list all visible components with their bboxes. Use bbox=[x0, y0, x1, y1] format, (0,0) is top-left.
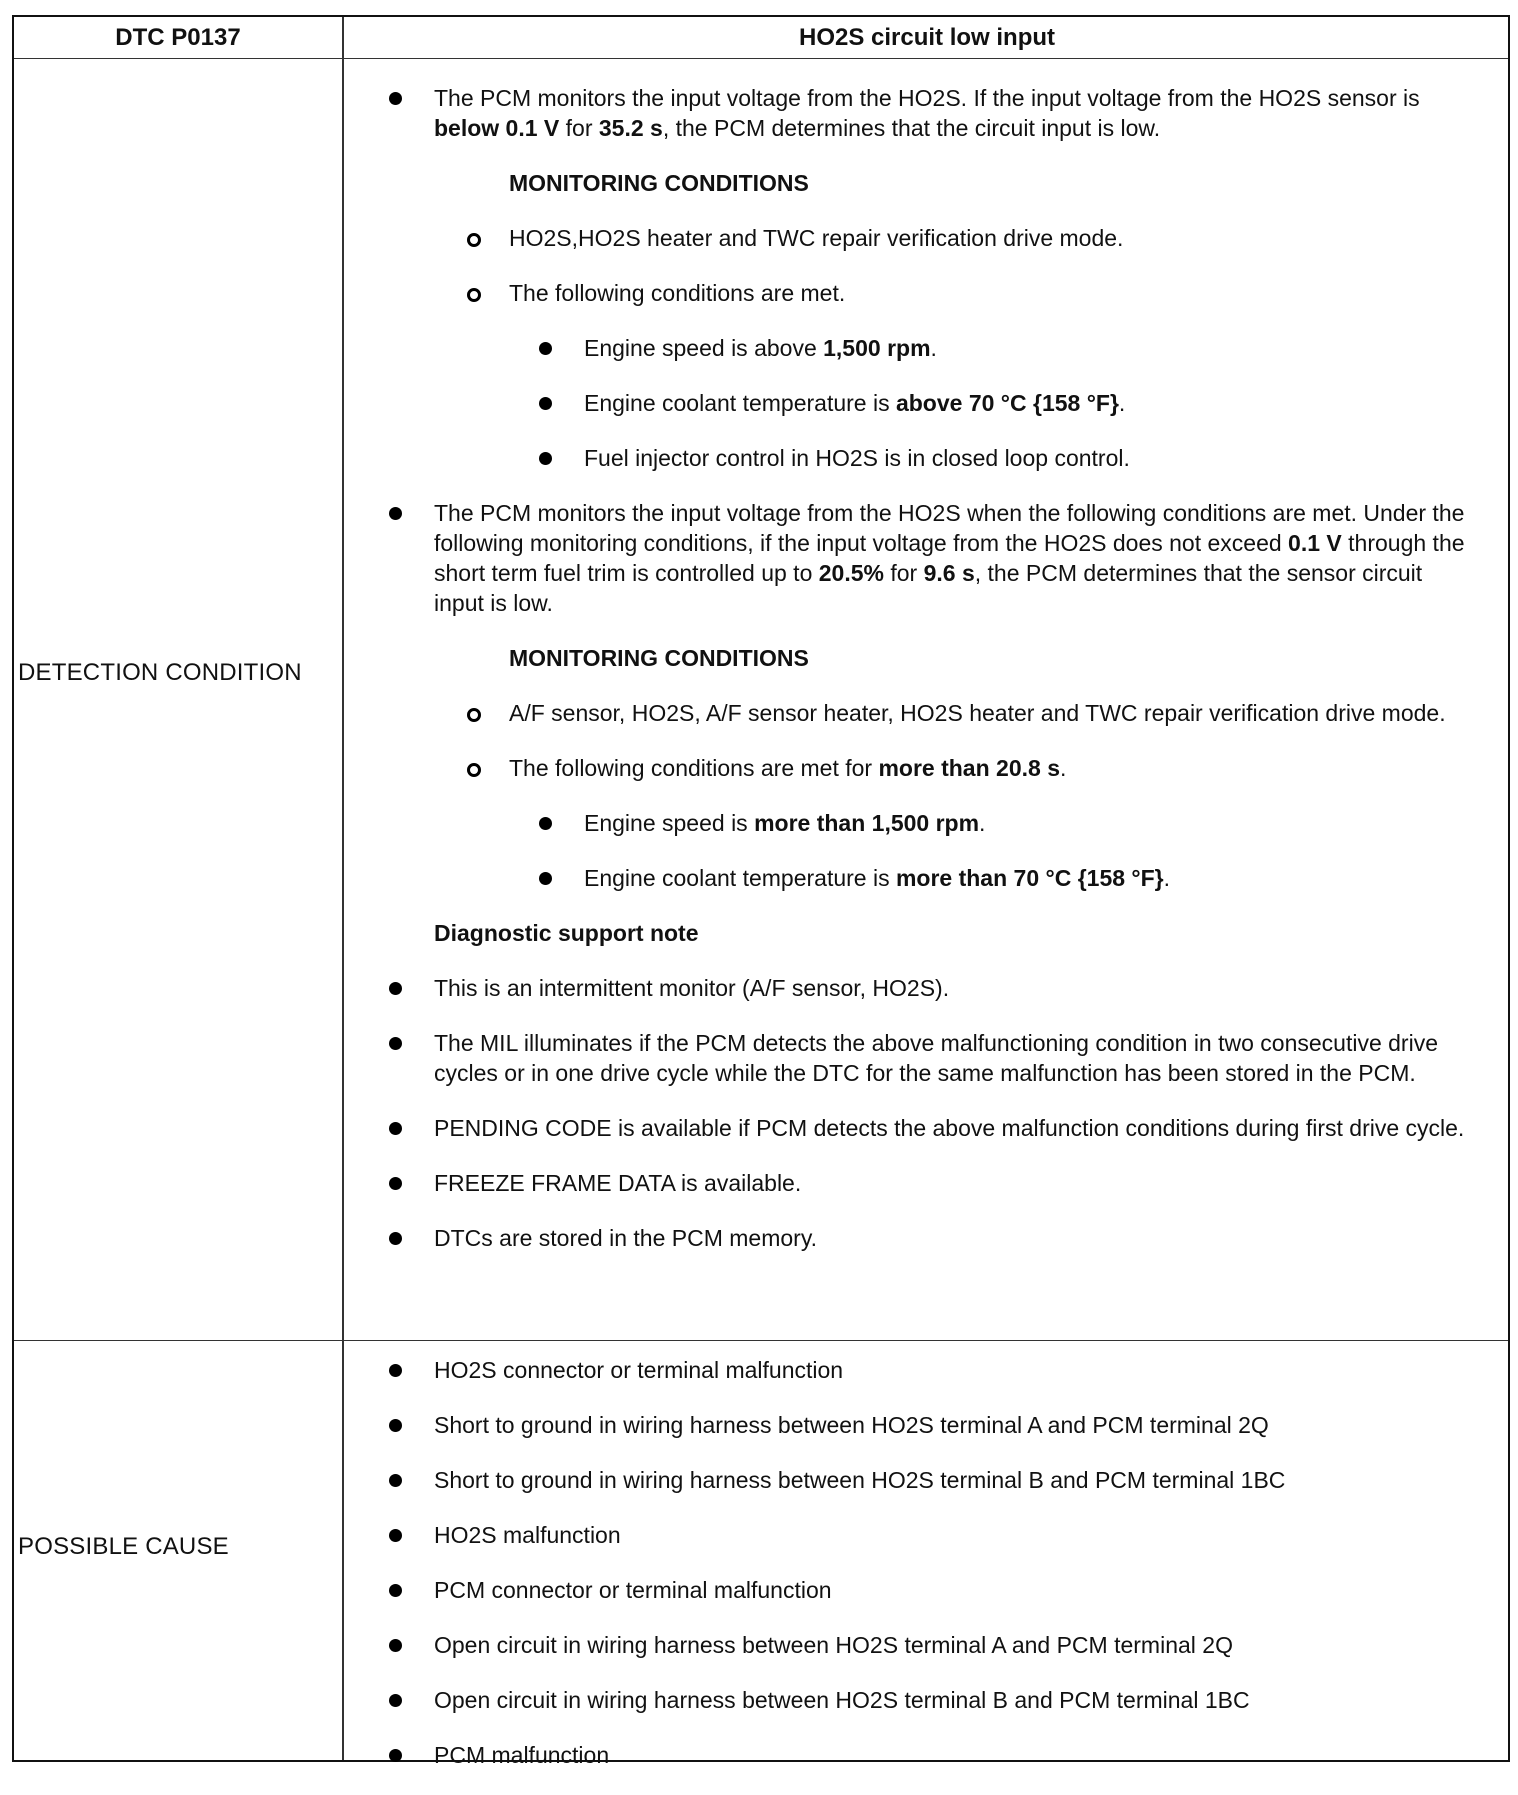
bullet-icon bbox=[389, 1694, 402, 1707]
list-item: PCM malfunction bbox=[398, 1740, 1478, 1770]
bullet-icon bbox=[389, 1232, 402, 1245]
bullet-icon bbox=[389, 1419, 402, 1432]
bullet-icon bbox=[539, 872, 552, 885]
list-item: Open circuit in wiring harness between HO2S terminal A and PCM terminal 2Q bbox=[398, 1630, 1478, 1660]
table-header-row bbox=[14, 17, 1508, 59]
bullet-icon bbox=[539, 342, 552, 355]
list-item: This is an intermittent monitor (A/F sensor, HO2S). bbox=[398, 973, 1478, 1003]
list-item: The following conditions are met for more than 20.8 s. bbox=[473, 753, 1478, 783]
list-item: The following conditions are met. bbox=[473, 278, 1478, 308]
list-item: A/F sensor, HO2S, A/F sensor heater, HO2S heater and TWC repair verification drive mode. bbox=[473, 698, 1478, 728]
ring-bullet-icon bbox=[467, 708, 481, 722]
list-item: Fuel injector control in HO2S is in closed loop control. bbox=[548, 443, 1478, 473]
list-item: Engine speed is more than 1,500 rpm. bbox=[548, 808, 1478, 838]
dtc-title: HO2S circuit low input bbox=[798, 24, 1056, 51]
bullet-icon bbox=[539, 817, 552, 830]
bullet-icon bbox=[389, 1364, 402, 1377]
list-item: PENDING CODE is available if PCM detects the above malfunction conditions during first drive cycle. bbox=[398, 1113, 1478, 1143]
list-item: The PCM monitors the input voltage from the HO2S when the following conditions are met. Under the following monitoring conditions, if the input voltage from the HO2S does not exceed 0.1 V through the short term fuel trim is controlled up to 20.5% for 9.6 s, the PCM determines that the sensor circuit input is low. bbox=[398, 498, 1478, 618]
bullet-icon bbox=[389, 1177, 402, 1190]
bullet-icon bbox=[389, 1584, 402, 1597]
bullet-icon bbox=[539, 452, 552, 465]
bullet-icon bbox=[389, 1529, 402, 1542]
list-item: Open circuit in wiring harness between HO2S terminal B and PCM terminal 1BC bbox=[398, 1685, 1478, 1715]
monitoring-conditions-heading: MONITORING CONDITIONS bbox=[509, 170, 809, 196]
ring-bullet-icon bbox=[467, 763, 481, 777]
diagnostic-note-heading: Diagnostic support note bbox=[434, 920, 699, 946]
list-item: FREEZE FRAME DATA is available. bbox=[398, 1168, 1478, 1198]
detection-row bbox=[14, 59, 1508, 1341]
bullet-icon bbox=[389, 507, 402, 520]
ring-bullet-icon bbox=[467, 288, 481, 302]
list-item: PCM connector or terminal malfunction bbox=[398, 1575, 1478, 1605]
bullet-icon bbox=[389, 982, 402, 995]
list-item: The PCM monitors the input voltage from the HO2S. If the input voltage from the HO2S sensor is below 0.1 V for 35.2 s, the PCM determines that the circuit input is low. bbox=[398, 83, 1478, 143]
possible-cause-row bbox=[14, 1341, 1508, 1768]
list-item: DTCs are stored in the PCM memory. bbox=[398, 1223, 1478, 1253]
bullet-icon bbox=[389, 1122, 402, 1135]
list-item: HO2S,HO2S heater and TWC repair verification drive mode. bbox=[473, 223, 1478, 253]
bullet-icon bbox=[389, 1037, 402, 1050]
detection-content bbox=[398, 83, 1478, 1278]
monitoring-conditions-heading: MONITORING CONDITIONS bbox=[509, 645, 809, 671]
bullet-icon bbox=[389, 1749, 402, 1762]
list-item: Engine coolant temperature is more than 70 °C {158 °F}. bbox=[548, 863, 1478, 893]
list-item: Engine speed is above 1,500 rpm. bbox=[548, 333, 1478, 363]
list-item: Short to ground in wiring harness between HO2S terminal A and PCM terminal 2Q bbox=[398, 1410, 1478, 1440]
dtc-code: DTC P0137 bbox=[115, 24, 241, 51]
bullet-icon bbox=[539, 397, 552, 410]
list-item: Engine coolant temperature is above 70 °C {158 °F}. bbox=[548, 388, 1478, 418]
possible-cause-label: POSSIBLE CAUSE bbox=[18, 1533, 229, 1560]
bullet-icon bbox=[389, 92, 402, 105]
list-item: HO2S connector or terminal malfunction bbox=[398, 1355, 1478, 1385]
dtc-table bbox=[12, 15, 1510, 1768]
list-item: Short to ground in wiring harness between HO2S terminal B and PCM terminal 1BC bbox=[398, 1465, 1478, 1495]
possible-cause-content bbox=[398, 1355, 1478, 1795]
ring-bullet-icon bbox=[467, 233, 481, 247]
list-item: HO2S malfunction bbox=[398, 1520, 1478, 1550]
bullet-icon bbox=[389, 1639, 402, 1652]
detection-condition-label: DETECTION CONDITION bbox=[18, 659, 302, 686]
bullet-icon bbox=[389, 1474, 402, 1487]
list-item: The MIL illuminates if the PCM detects the above malfunctioning condition in two consecutive drive cycles or in one drive cycle while the DTC for the same malfunction has been stored in the PCM. bbox=[398, 1028, 1478, 1088]
